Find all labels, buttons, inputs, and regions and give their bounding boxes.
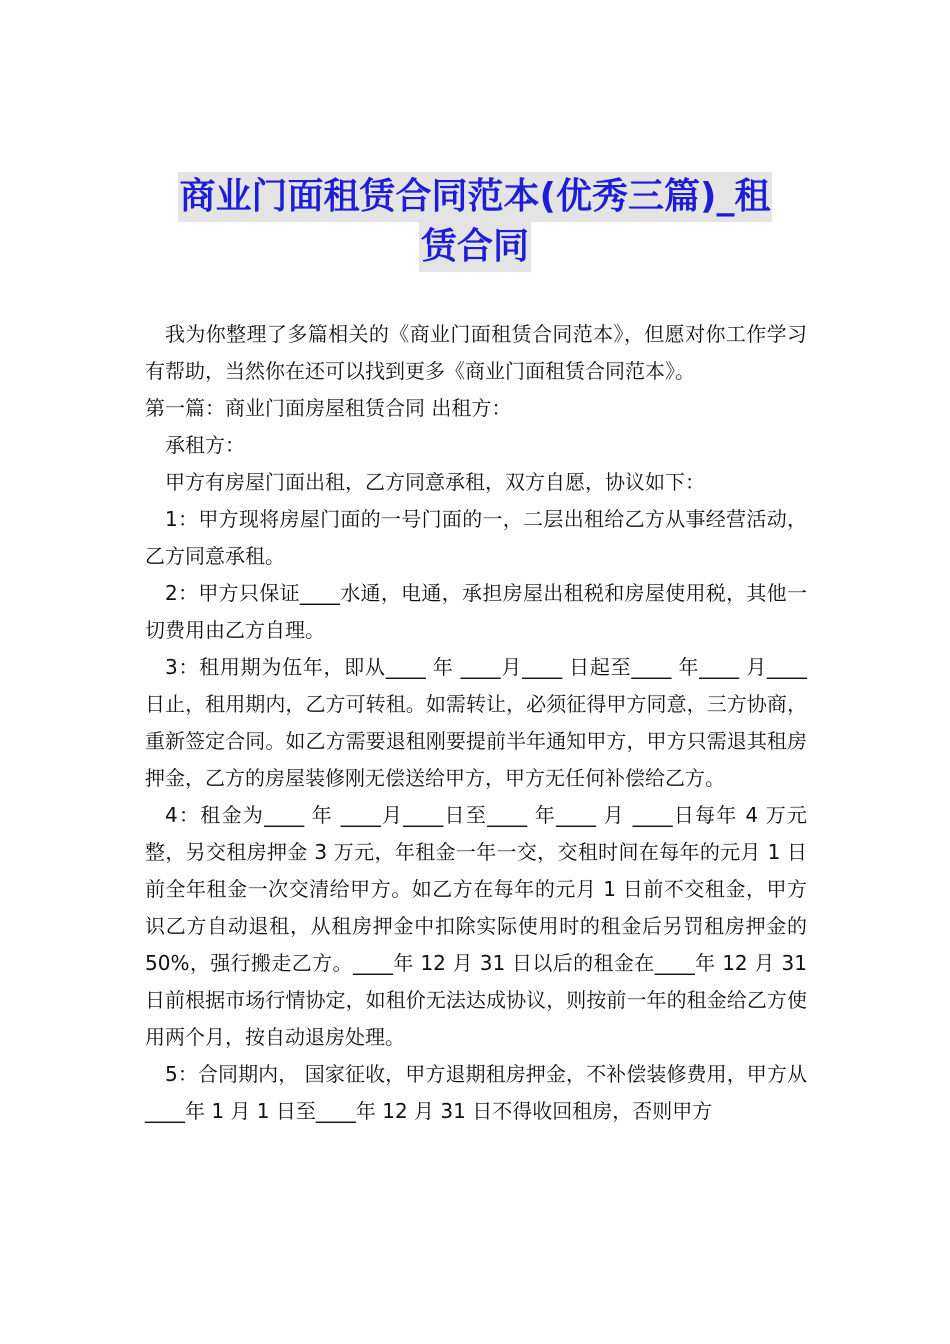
clause-5: 5：合同期内， 国家征收，甲方退期租房押金，不补偿装修费用，甲方从____年 1 月 1 日至____年 12 月 31 日不得收回租房，否则甲方 bbox=[145, 1062, 807, 1123]
clause-4: 4：租金为____ 年 ____月____日至____ 年____ 月 ____日每年 4 万元整，另交租房押金 3 万元，年租金一年一交，交租时间在每年的元月 1 日前全年租金一次交清给甲方。如乙方在每年的元月 1 日前不交租金，甲方识乙方自动退租，从租房押金中扣除实际使用时的租金后另罚租房押金的 50%，强行搬走乙方。____年 12 月 31 日以后的租金在____年 12 月 31 日前根据市场行情协定，如租价无法达成协议，则按前一年的租金给乙方使用两个月，按自动退房处理。 bbox=[145, 803, 807, 1049]
title-line-2: 赁合同 bbox=[419, 222, 531, 272]
clause-2: 2：甲方只保证____水通，电通，承担房屋出租税和房屋使用税，其他一切费用由乙方自理。 bbox=[145, 581, 807, 642]
intro-paragraph: 我为你整理了多篇相关的《商业门面租赁合同范本》，但愿对你工作学习有帮助，当然你在还可以找到更多《商业门面租赁合同范本》。 bbox=[145, 322, 807, 383]
document-title bbox=[120, 172, 830, 272]
clause-1: 1：甲方现将房屋门面的一号门面的一，二层出租给乙方从事经营活动，乙方同意承租。 bbox=[145, 507, 807, 568]
section-heading: 第一篇：商业门面房屋租赁合同 出租方： bbox=[145, 396, 512, 420]
document-body bbox=[145, 316, 807, 1130]
agreement-intro: 甲方有房屋门面出租，乙方同意承租，双方自愿，协议如下： bbox=[165, 470, 705, 494]
clause-3: 3：租用期为伍年，即从____ 年 ____月____ 日起至____ 年____ 月____日止，租用期内，乙方可转租。如需转让，必须征得甲方同意，三方协商，重新签定合同。如乙方需要退租刚要提前半年通知甲方，甲方只需退其租房押金，乙方的房屋装修刚无偿送给甲方，甲方无任何补偿给乙方。 bbox=[145, 655, 807, 790]
title-line-1: 商业门面租赁合同范本(优秀三篇)_租 bbox=[178, 172, 773, 222]
lessee-line: 承租方： bbox=[165, 433, 245, 457]
